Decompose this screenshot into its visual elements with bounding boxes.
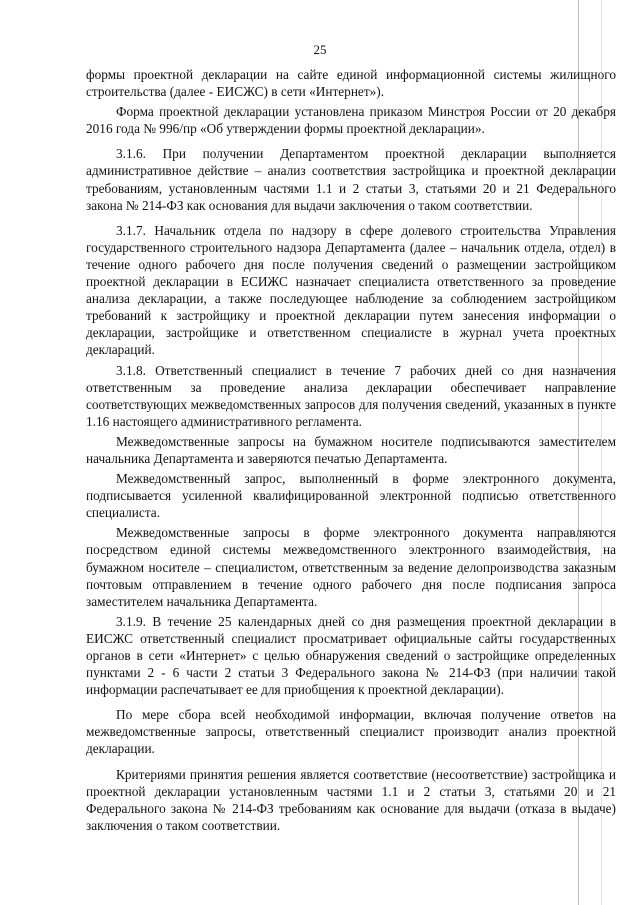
document-body bbox=[86, 66, 616, 837]
paragraph: По мере сбора всей необходимой информации, включая получение ответов на межведомственные запросы, ответственный специалист производит анализ проектной декларации. bbox=[86, 707, 616, 757]
paragraph: 3.1.9. В течение 25 календарных дней со дня размещения проектной декларации в ЕИСЖС ответственный специалист просматривает официальные сайты государственных органов в сети «Интернет» с целью обнаружения сведений о застройщике определенных пунктами 2 - 6 части 2 статьи 3 Федерального закона № 214-ФЗ (при наличии такой информации распечатывает ее для приобщения к проектной декларации). bbox=[86, 613, 616, 698]
page-number: 25 bbox=[313, 42, 327, 57]
paragraph: Критериями принятия решения является соответствие (несоответствие) застройщика и проектной декларации установленным частями 1.1 и 2 статьи 3, статьями 20 и 21 Федерального закона № 214-ФЗ требованиям как основание для выдачи (отказа в выдаче) заключения о таком соответствии. bbox=[86, 766, 616, 833]
paragraph: 3.1.7. Начальник отдела по надзору в сфере долевого строительства Управления государственного строительного надзора Департамента (далее – начальник отдела, отдел) в течение одного рабочего дня после получения сведений о размещении застройщиком проектной декларации в ЕСИЖС назначает специалиста ответственного за проведение анализа декларации, а также последующее наблюдение за соблюдением застройщиком требований к застройщику и проектной декларации путем занесения информации о декларации, застройщике и ответственном специалисте в журнал учета проектных деклараций. bbox=[86, 222, 616, 358]
paragraph: Межведомственный запрос, выполненный в форме электронного документа, подписывается усиленной квалифицированной электронной подписью ответственного специалиста. bbox=[86, 471, 616, 521]
paragraph: 3.1.8. Ответственный специалист в течение 7 рабочих дней со дня назначения ответственным за проведение анализа декларации обеспечивает направление соответствующих межведомственных запросов для получения сведений, указанных в пункте 1.16 настоящего административного регламента. bbox=[86, 362, 616, 429]
paragraph: Межведомственные запросы в форме электронного документа направляются посредством единой системы межведомственного электронного взаимодействия, на бумажном носителе – специалистом, ответственным за ведение делопроизводства заказным почтовым отправлением в течение одного рабочего дня после подписания запроса заместителем начальника Департамента. bbox=[86, 525, 616, 609]
paragraph: Форма проектной декларации установлена приказом Минстроя России от 20 декабря 2016 года № 996/пр «Об утверждении формы проектной декларации». bbox=[86, 104, 616, 137]
paragraph: формы проектной декларации на сайте единой информационной системы жилищного строительства (далее - ЕИСЖС) в сети «Интернет»). bbox=[86, 67, 616, 100]
paragraph: 3.1.6. При получении Департаментом проектной декларации выполняется административное действие – анализ соответствия застройщика и проектной декларации требованиям, установленным частями 1.1 и 2 статьи 3, статьями 20 и 21 Федерального закона № 214-ФЗ как основания для выдачи заключения о таком соответствии. bbox=[86, 146, 616, 213]
paragraph: Межведомственные запросы на бумажном носителе подписываются заместителем начальника Департамента и заверяются печатью Департамента. bbox=[86, 433, 616, 466]
